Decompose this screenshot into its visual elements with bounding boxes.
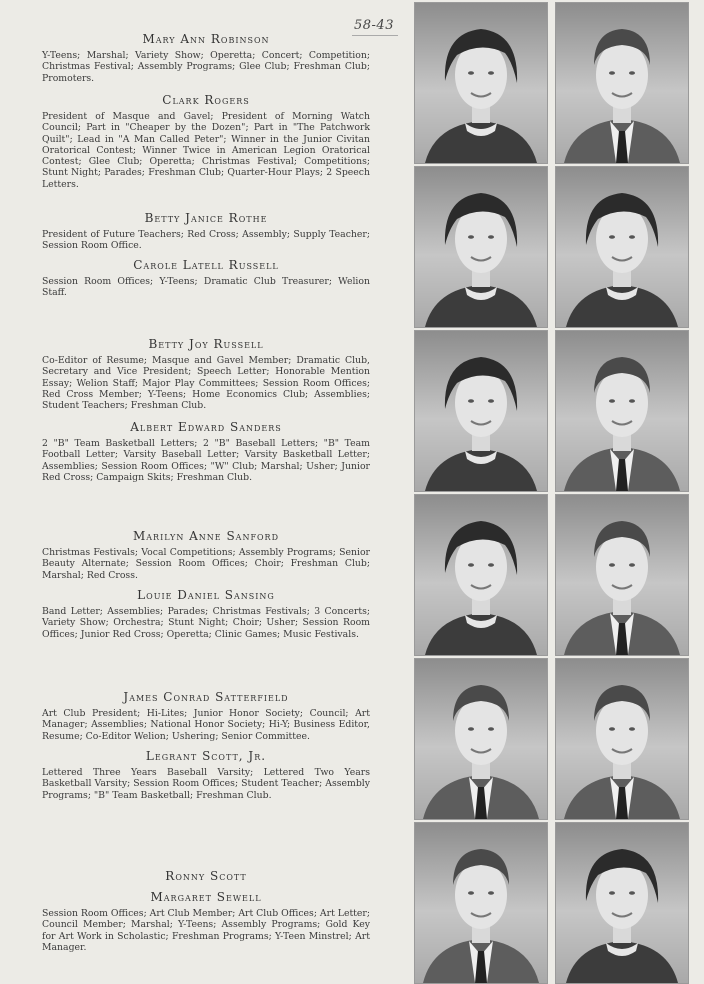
portrait-photo bbox=[414, 658, 548, 820]
entry-name: Marilyn Anne Sanford bbox=[132, 529, 279, 543]
entry-james-conrad-satterfield bbox=[42, 690, 370, 742]
entry-name: Betty Joy Russell bbox=[148, 337, 264, 351]
entry-betty-joy-russell bbox=[42, 337, 370, 411]
portrait-photo bbox=[414, 2, 548, 164]
portrait-photo bbox=[414, 822, 548, 984]
portrait-silhouette bbox=[415, 3, 547, 163]
portrait-photo bbox=[555, 330, 689, 492]
entry-name: Clark Rogers bbox=[162, 93, 250, 107]
portrait-photo bbox=[555, 494, 689, 656]
entry-activities: 2 "B" Team Basketball Letters; 2 "B" Baseball Letters; "B" Team Football Letter; Varsity Baseball Letter; Varsity Basketball Letter; Assemblies; Session Room Offices; "W" Club; Marshal; Usher; Junior Red Cross; Campaign Skits; Freshman Club. bbox=[42, 438, 370, 483]
entry-activities: Art Club President; Hi-Lites; Junior Honor Society; Council; Art Manager; Assemblies; National Honor Society; Hi-Y; Business Editor, Resume; Co-Editor Welion; Ushering; Senior Committee. bbox=[42, 708, 370, 742]
entry-louie-daniel-sansing bbox=[42, 588, 370, 640]
entry-legrant-scott-jr bbox=[42, 749, 370, 801]
portrait-silhouette bbox=[556, 331, 688, 491]
portrait-silhouette bbox=[415, 823, 547, 983]
entry-name: Betty Janice Rothe bbox=[144, 211, 268, 225]
portrait-photo bbox=[555, 166, 689, 328]
portrait-silhouette bbox=[556, 823, 688, 983]
portrait-photo bbox=[414, 330, 548, 492]
portrait-silhouette bbox=[415, 331, 547, 491]
portrait-silhouette bbox=[415, 495, 547, 655]
entry-activities: President of Future Teachers; Red Cross; Assembly; Supply Teacher; Session Room Office. bbox=[42, 229, 370, 252]
entry-activities: Christmas Festivals; Vocal Competitions; Assembly Programs; Senior Beauty Alternate; Session Room Offices; Choir; Freshman Club; Marshal; Red Cross. bbox=[42, 547, 370, 581]
entry-carole-latell-russell bbox=[42, 258, 370, 299]
entry-mary-ann-robinson bbox=[42, 32, 370, 84]
entry-name: Margaret Sewell bbox=[150, 890, 262, 904]
portrait-photo bbox=[414, 166, 548, 328]
entry-activities: Band Letter; Assemblies; Parades; Christmas Festivals; 3 Concerts; Variety Show; Orchestra; Stunt Night; Choir; Usher; Session Room Offices; Junior Red Cross; Operetta; Clinic Games; Music Festivals. bbox=[42, 606, 370, 640]
portrait-silhouette bbox=[556, 659, 688, 819]
entry-name: Legrant Scott, Jr. bbox=[145, 749, 267, 763]
entry-activities: Lettered Three Years Baseball Varsity; Lettered Two Years Basketball Varsity; Session Room Offices; Student Teacher; Assembly Programs; "B" Team Basketball; Freshman Club. bbox=[42, 767, 370, 801]
entry-betty-janice-rothe bbox=[42, 211, 370, 252]
portrait-photo bbox=[414, 494, 548, 656]
entry-name: Mary Ann Robinson bbox=[142, 32, 270, 46]
entry-ronny-scott bbox=[42, 869, 370, 887]
entry-name: Ronny Scott bbox=[165, 869, 247, 883]
portrait-silhouette bbox=[556, 495, 688, 655]
entry-albert-edward-sanders bbox=[42, 420, 370, 483]
entry-clark-rogers bbox=[42, 93, 370, 190]
entry-activities: Co-Editor of Resume; Masque and Gavel Member; Dramatic Club, Secretary and Vice President; Speech Letter; Honorable Mention Essay; Welion Staff; Major Play Committees; Session Room Offices; Red Cross Member; Y-Teens; Home Economics Club; Assemblies; Student Teachers; Freshman Club. bbox=[42, 355, 370, 412]
portrait-silhouette bbox=[556, 3, 688, 163]
entry-margaret-sewell bbox=[42, 890, 370, 953]
page-number: 58-43 bbox=[352, 18, 398, 36]
portrait-silhouette bbox=[556, 167, 688, 327]
entry-activities: President of Masque and Gavel; President of Morning Watch Council; Part in "Cheaper by the Dozen"; Part in "The Patchwork Quilt"; Lead in "A Man Called Peter"; Winner in the Junior Civitan Oratorical Contest; Winner Twice in American Legion Oratorical Contest; Glee Club; Operetta; Christmas Festival; Competitions; Stunt Night; Parades; Freshman Club; Quarter-Hour Plays; 2 Speech Letters. bbox=[42, 111, 370, 190]
entry-activities: Session Room Offices; Art Club Member; Art Club Offices; Art Letter; Council Member; Marshal; Y-Teens; Assembly Programs; Gold Key for Art Work in Scholastic; Freshman Programs; Y-Teen Minstrel; Art Manager. bbox=[42, 908, 370, 953]
portrait-photo bbox=[555, 2, 689, 164]
entry-name: James Conrad Satterfield bbox=[123, 690, 289, 704]
portrait-photo bbox=[555, 822, 689, 984]
portrait-photo bbox=[555, 658, 689, 820]
entry-name: Louie Daniel Sansing bbox=[137, 588, 275, 602]
entry-marilyn-anne-sanford bbox=[42, 529, 370, 581]
entry-name: Carole Latell Russell bbox=[133, 258, 279, 272]
portrait-photo-grid bbox=[403, 0, 704, 970]
portrait-silhouette bbox=[415, 167, 547, 327]
portrait-silhouette bbox=[415, 659, 547, 819]
entry-activities: Y-Teens; Marshal; Variety Show; Operetta; Concert; Competition; Christmas Festival; Assembly Programs; Glee Club; Freshman Club; Promoters. bbox=[42, 50, 370, 84]
entry-activities: Session Room Offices; Y-Teens; Dramatic Club Treasurer; Welion Staff. bbox=[42, 276, 370, 299]
entry-name: Albert Edward Sanders bbox=[130, 420, 282, 434]
